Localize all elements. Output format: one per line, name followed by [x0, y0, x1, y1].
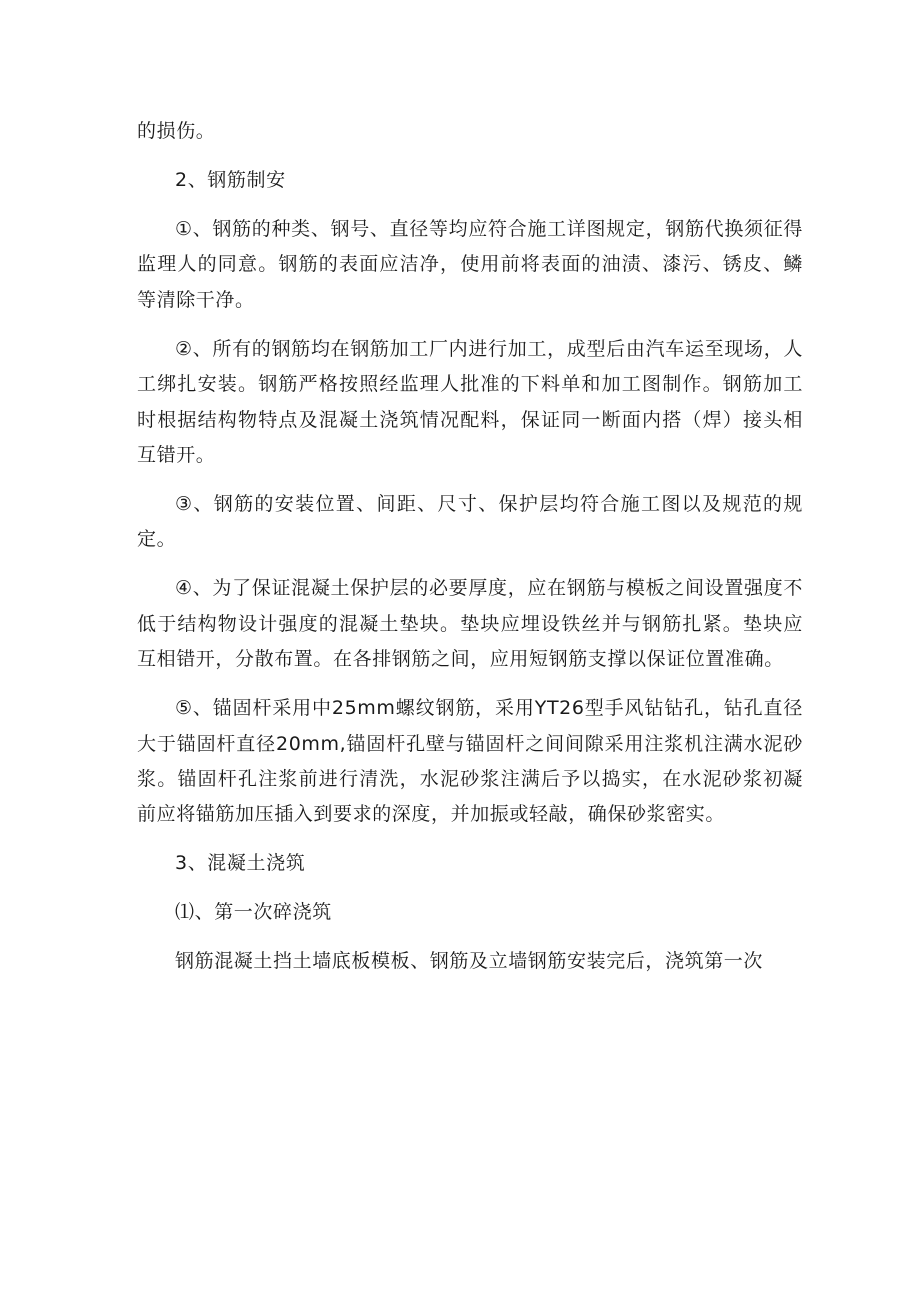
document-body [137, 114, 803, 993]
paragraph-retaining-wall: 钢筋混凝土挡土墙底板模板、钢筋及立墙钢筋安装完后，浇筑第一次 [175, 950, 764, 973]
section-heading-rebar: 2、钢筋制安 [175, 169, 286, 191]
paragraph-0: 的损伤。 [137, 120, 216, 142]
paragraph-rebar-processing: ②、所有的钢筋均在钢筋加工厂内进行加工，成型后由汽车运至现场，人工绑扎安装。钢筋严格按照经监理人批准的下料单和加工图制作。钢筋加工时根据结构物特点及混凝土浇筑情况配料，保证同一断面内搭（焊）接头相互错开。 [137, 337, 803, 467]
section-heading-concrete-pouring: 3、混凝土浇筑 [175, 852, 306, 875]
subsection-heading-first-pour: ⑴、第一次碎浇筑 [175, 901, 332, 924]
paragraph-concrete-cover: ④、为了保证混凝土保护层的必要厚度，应在钢筋与模板之间设置强度不低于结构物设计强度的混凝土垫块。垫块应埋设铁丝并与钢筋扎紧。垫块应互相错开，分散布置。在各排钢筋之间，应用短钢筋支撑以保证位置准确。 [137, 577, 803, 671]
paragraph-rebar-types: ①、钢筋的种类、钢号、直径等均应符合施工详图规定，钢筋代换须征得监理人的同意。钢筋的表面应洁净，使用前将表面的油渍、漆污、锈皮、鳞等清除干净。 [137, 218, 803, 311]
paragraph-anchor-rods: ⑤、锚固杆采用中25mm螺纹钢筋，采用YT26型手风钻钻孔，钻孔直径大于锚固杆直径20mm,锚固杆孔壁与锚固杆之间间隙采用注浆机注满水泥砂浆。锚固杆孔注浆前进行清洗，水泥砂浆注满后予以捣实，在水泥砂浆初凝前应将锚筋加压插入到要求的深度，并加振或轻敲，确保砂浆密实。 [137, 697, 803, 826]
paragraph-rebar-installation: ③、钢筋的安装位置、间距、尺寸、保护层均符合施工图以及规范的规定。 [137, 493, 803, 551]
